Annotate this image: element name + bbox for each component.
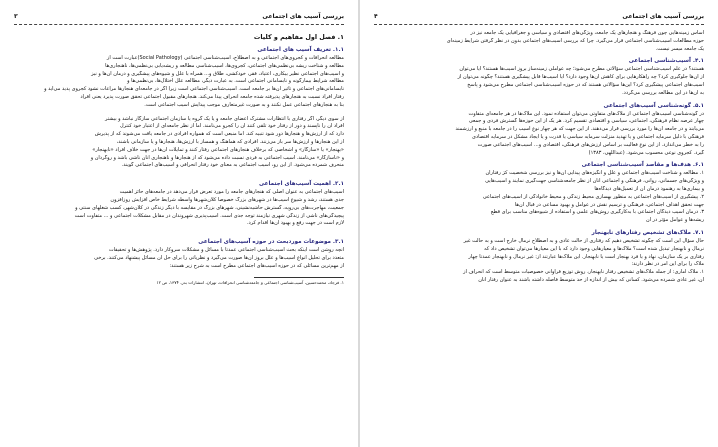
list-item: ۳. درمان آسیب دیدگان اجتماعی با به‌کارگیری روش‌های علمی و استفاده از شیوه‌های مناسب برای قطع	[490, 209, 704, 216]
text-line: جمعیت، مهاجرت‌های بی‌رویه، گسترش حاشیه‌نشینی، شهرهای بزرگ در مقایسه با دیگر زندگی در کلان‌شهر، کسب شغلهای سنتی و	[75, 204, 344, 211]
text-line: آن، غیر عادی شمرده می‌شود. کسانی که بیش از اندازه از حد متوسط فاصله داشته باشند به عنوان رفتار آنان	[478, 276, 704, 283]
text-line: از این هنجارها و ارزش‌ها سر باز می‌زنند. افرادی که هماهنگ و همساز با ارزش‌ها، هنجارها و یا سازمانی باشند،	[116, 138, 344, 145]
text-line: و آسیب‌های اجتماعی نظیر بیکاری، اعتیاد، فقر، خودکشی، طلاق و... همراه با علل و شیوه‌های پیشگیری و درمان آن‌ها و نیز	[91, 70, 344, 77]
text-line: افراد آن را ناپسند و دور از رفتار خود تلقی کنند آن را کجرو می‌نامند. اما از نظر جامعه‌ای از اعتبار خود کنترل	[119, 123, 344, 130]
text-line: اساس زمینه‌هایی چون فرهنگ و هنجارهای یک جامعه، ویژگی‌های اقتصادی و سیاسی و جغرافیایی یک جامعه نیز در	[470, 30, 704, 36]
text-line: حوزه مطالعات آسیب‌شناسی اجتماعی قرار می‌گیرد. چرا که بررسی آسیب‌های اجتماعی بدون در نظر گرفتن شرایط زمینه‌ای	[446, 37, 704, 44]
text-line: را به خطر می‌اندازد. از این نوع فعالیت بر اساس ارزش‌های فرهنگی، اقتصادی و... آسیب‌های اجتماعی صورت	[477, 141, 704, 148]
page-header	[374, 12, 704, 25]
text-line: جدی هستند، رشد و شیوع آسیب‌ها در شهرهای بزرگ خصوصاً کلان‌شهرها واسطه شرایط خاص افزایش روزافزون	[110, 196, 344, 203]
section-heading: ۳.۱. موضوعات موردبحث در حوزه آسیب‌های اجتماعی	[198, 239, 344, 246]
text-line: به آن‌ها در این مطالعه بررسی می‌گردد.	[622, 89, 704, 96]
section-heading: ۷.۱. ملاک‌های تشخیص رفتارهای نابهنجار	[591, 229, 704, 236]
page-header	[14, 12, 344, 25]
text-line: می‌یابند و در جامعه آن‌ها را مورد بررسی قرار می‌دهند. از این جهت که هر چهار نوع آسیب را در جامعه با منبع و ارزشمند	[455, 126, 704, 133]
text-line: از سوی دیگر، اگر رفتاری با انتظارات مشترک اعضای جامعه و یا یک گروه یا سازمان اجتماعی سازگار نباشد و بیشتر	[104, 115, 344, 122]
text-line: چهار عرصه نظام فرهنگی، اجتماعی، سیاسی و اقتصادی تقسیم کرد. هر یک از این حوزه‌ها گسترش فردی و جمعی	[468, 118, 704, 125]
header-title: بررسی آسیب های اجتماعی	[622, 13, 704, 20]
text-line: نرمال و نابهنجار تبدیل شده است؟ ملاک‌ها و معیارهایی وجود دارد که با این معیارها می‌توان تشخیص داد که	[484, 245, 704, 252]
chapter-heading: ۱. فصل اول مفاهیم و کلیات	[253, 33, 344, 41]
text-line: فرهنگی با دلیل سرمایه اجتماعی و یا تهدید منزلت سرمایه سیاسی یا قدرت و یا ایجاد مشکل در سرمایه اقتصادی	[472, 133, 704, 140]
text-line: مطالعه شرایط بیمارگونه و نابسامانی اجتماعی است. به عبارت دیگر، مطالعه علل اختلال‌ها، بی‌نظمی‌ها و	[127, 78, 344, 85]
list-item: جهت تحقق اهداف اجتماعی، فرهنگی و ترسیم نقش در عوامل و بهبود مساعی در قبال آن‌ها	[514, 201, 704, 208]
text-line: گیرد. کجروی نوعی محسوب می‌شود. (عبداللهی، ۱۳۸۳)	[588, 149, 704, 156]
page-number: ۴	[374, 13, 378, 20]
right-page	[360, 0, 718, 447]
text-line: آسیب‌های اجتماعی پیشگیری کرد؟ این‌ها سؤالاتی هستند که در حوزه آسیب‌شناسی اجتماعی مطرح می‌شود و پاسخ	[467, 81, 704, 88]
footnote: ۱. فرجاد، محمدحسین، آسیب‌شناسی اجتماعی و جامعه‌شناسی انحرافات، تهران، انتشارات بدر، ۱۳۷۴، ص ۱۲	[156, 279, 344, 285]
text-line: از مهم‌ترین مسائلی که در حوزه آسیب‌های اجتماعی مطرح است به شرح زیر هستند:	[169, 262, 344, 269]
text-line: حال سؤال این است که چگونه تشخیص دهیم که رفتاری از حالت عادی و به اصطلاح نرمال خارج است و به حالت غیر	[463, 237, 704, 244]
text-line: ملاک را برای این امر در نظر دارند:	[631, 261, 704, 268]
text-line: آنچه روشن است اینکه بحث آسیب‌شناسی اجتماعی عمدتاً با مسائل و مشکلات سروکار دارد. پژوهش‌ها و تحقیقات	[108, 247, 344, 254]
text-line: دارد که از ارزش‌ها و هنجارها دور شود تنبیه کند. اما منبعی است که همواره افرادی در جامعه یافت می‌شوند که از پذیرش	[94, 131, 344, 138]
text-line: ۱. ملاک آماری: از جمله ملاک‌های تشخیص رفتار نابهنجار، روش توزیع فراوانی خصوصیات متوسط است که انحراف از	[463, 269, 704, 276]
text-line: مطالعه و شناخت ریشه بی‌نظمی‌های اجتماعی، کجروی‌ها، آسیب‌شناسی مطالعه و ریشه‌یابی بی‌نظمی‌ها، ناهنجاری‌ها	[105, 62, 344, 69]
list-item: و ویژگی‌های جسمانی، روانی، فرهنگی و اجتماعی آنان از نظر جامعه‌شناسی جهت‌گیری نمایند و آسیب‌هایی	[485, 178, 704, 185]
list-item: ۲. پیشگیری از آسیب‌های اجتماعی به منظور بهسازی محیط زندگی و محیط خانوادگی از آسیب‌های اجتماعی	[482, 193, 704, 200]
text-line: هستند؟ در علم آسیب‌شناسی اجتماعی سؤالاتی مطرح می‌شود؛ چه عواملی زمینه‌ساز بروز آسیب‌ها هستند؟ آیا می‌توان	[459, 66, 704, 73]
section-heading: ۶.۱. هدف‌ها و مقاصد آسیب‌شناسی اجتماعی	[581, 162, 704, 169]
text-line: یک جامعه میسر نیست.	[655, 45, 704, 52]
page-body	[376, 30, 704, 285]
text-line: از آن‌ها جلوگیری کرد؟ چه راهکارهایی برای کاهش آن‌ها وجود دارد؟ آیا آسیب‌ها قابل پیشگیری هستند؟ چگونه می‌توان از	[457, 74, 704, 81]
list-item: ریشه‌ها و عوامل مؤثر در آن	[645, 217, 704, 224]
section-heading: ۵.۱. گونه‌شناسی آسیب‌های اجتماعی	[603, 102, 704, 109]
text-line: رفتاری بر یک سازمان، نهاد و یا فرد بهنجار است یا نابهنجار. این ملاک‌ها عبارتند از: غیر نرمال و نابهنجار عمدتاً چهار	[468, 253, 704, 260]
list-item: ۱. مطالعه و شناخت آسیب‌های اجتماعی و علل و انگیزه‌های پیدایی آن‌ها و نیز بررسی شخصیت کژ رفتاران	[485, 170, 704, 177]
list-item: و بیماری‌ها به رهنمود درمان آن از تعمیل‌های دیدگاه‌ها	[594, 185, 704, 192]
section-heading: ۱.۱. تعریف آسیب های اجتماعی	[257, 47, 344, 53]
text-line: آسیب‌های اجتماعی به عنوان اصلی که هنجارهای جامعه را مورد تعرض قرار می‌دهد در جامعه‌های حائز اهمیت	[119, 189, 344, 196]
text-line: نابسامانی‌های اجتماعی و تأثیر آن‌ها بر جامعه است. آسیب‌شناسی اجتماعی است زیرا اگر در جامعه‌ای هنجارها مراعات نشود کجروی پدید می‌آید و	[44, 86, 344, 93]
section-heading: ۴.۱. آسیب‌شناسی اجتماعی	[628, 58, 704, 65]
footnote-divider	[254, 277, 344, 278]
text-line: پیچیدگی‌های ناشی از زندگی شهری نیازمند توجه جدی است. آسیب‌پذیری شهروندان در مقابل مشکلات اجتماعی و ... متفاوت است	[74, 212, 344, 219]
text-line: لازم است در جهت رفع و بهبود آن‌ها اقدام کرد.	[246, 220, 344, 227]
section-heading: ۲.۱. اهمیت آسیب‌های اجتماعی	[259, 181, 344, 188]
text-line: و «ناسازگار» می‌نامند. آسیب اجتماعی به فردی نسبت داده می‌شود که از هنجارها و ناهنجاری آنان ناشی باشد و روگردان و	[90, 154, 344, 161]
text-line: منحرف شمرده می‌شود. از این رو، آسیب اجتماعی به معنای خود رفتار انحرافی و آسیب‌های اجتماعی گویند.	[121, 162, 344, 169]
header-title: بررسی آسیب های اجتماعی	[262, 13, 344, 20]
text-line: رفتار افراد نسبت به هنجارهای پذیرفته شده جامعه انحراف پیدا می‌کند. هنجارهای مقبول اجتماعی تحقق صورت پذیرد یعنی افراد	[80, 93, 344, 100]
left-page	[0, 0, 358, 447]
text-line: متعدد برای تحلیل انواع آسیب‌ها و علل بروز آن‌ها صورت می‌گیرد و نظریاتی را برای حل آن مسائل پیشنهاد می‌کنند. برخی	[94, 254, 344, 261]
page-body	[16, 30, 344, 286]
text-line: بنا به هنجارهای اجتماعی عمل نکنند و به صورت غیرمتعارف موجب پیدایش آسیب اجتماعی است.	[144, 101, 344, 108]
text-line: «بهنجار» یا «سازگار» و اشخاصی که برخلاف هنجارهای اجتماعی رفتار کنند و تمایلات آن‌ها در جهت خلاف افراد «نابهنجار»	[92, 146, 344, 153]
page-number: ۳	[14, 13, 18, 20]
text-line: مطالعه انحرافات و کجروی‌های اجتماعی و به اصطلاح، آسیب‌شناسی اجتماعی (Social Pathology)عبارت است از	[106, 55, 344, 61]
text-line: در گونه‌شناسی آسیب‌های اجتماعی از ملاک‌های متفاوتی می‌توان استفاده نمود. این ملاک‌ها در هر جامعه‌ای متفاوت	[468, 110, 704, 117]
